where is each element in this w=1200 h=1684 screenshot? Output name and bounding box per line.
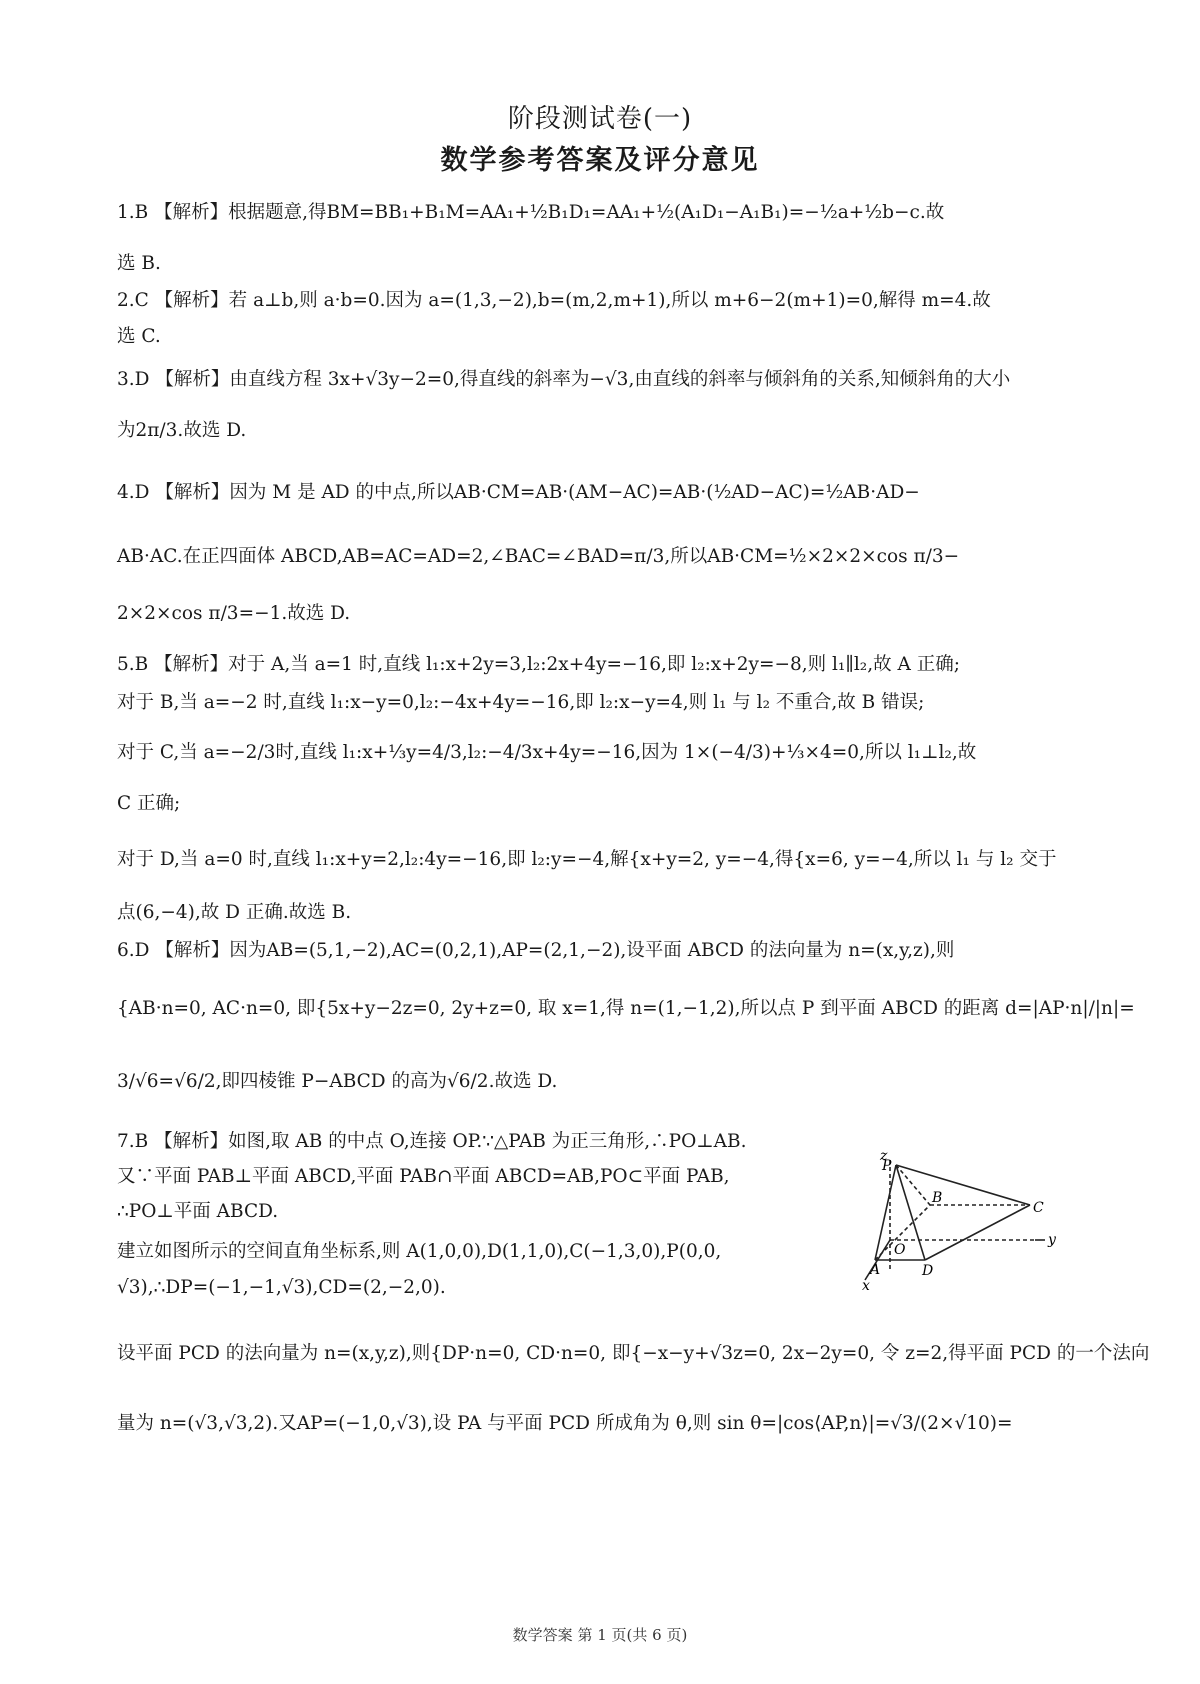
- figure-label: D: [922, 1263, 934, 1279]
- pyramid-figure: [862, 1148, 1120, 1335]
- answer-line: 对于 D,当 a=0 时,直线 l₁:x+y=2,l₂:4y=−16,即 l₂:y=−4,解{x+y=2, y=−4,得{x=6, y=−4,所以 l₁ 与 l₂ 交于: [117, 849, 1057, 870]
- answer-line: 对于 C,当 a=−2/3时,直线 l₁:x+⅓y=4/3,l₂:−4/3x+4y=−16,因为 1×(−4/3)+⅓×4=0,所以 l₁⊥l₂,故: [117, 742, 977, 763]
- page-title: 阶段测试卷(一): [507, 104, 693, 134]
- answer-line: 设平面 PCD 的法向量为 n=(x,y,z),则{DP·n=0, CD·n=0, 即{−x−y+√3z=0, 2x−2y=0, 令 z=2,得平面 PCD 的一个法向: [117, 1343, 1150, 1364]
- figure-label: P: [882, 1158, 892, 1174]
- figure-label: z: [880, 1148, 888, 1164]
- page-subtitle: 数学参考答案及评分意见: [440, 145, 760, 176]
- answer-line: 1.B 【解析】根据题意,得BM=BB₁+B₁M=AA₁+½B₁D₁=AA₁+½(A₁D₁−A₁B₁)=−½a+½b−c.故: [117, 202, 945, 223]
- answer-line: 选 B.: [117, 253, 161, 274]
- answer-line: AB·AC.在正四面体 ABCD,AB=AC=AD=2,∠BAC=∠BAD=π/3,所以AB·CM=½×2×2×cos π/3−: [117, 546, 960, 567]
- figure-label: y: [1048, 1232, 1056, 1248]
- answer-line: 量为 n=(√3,√3,2).又AP=(−1,0,√3),设 PA 与平面 PCD 所成角为 θ,则 sin θ=|cos⟨AP,n⟩|=√3/(2×√10)=: [117, 1413, 1013, 1434]
- answer-line: 4.D 【解析】因为 M 是 AD 的中点,所以AB·CM=AB·(AM−AC)=AB·(½AD−AC)=½AB·AD−: [117, 482, 920, 503]
- answer-line: √3),∴DP=(−1,−1,√3),CD=(2,−2,0).: [117, 1277, 446, 1298]
- answer-line: 又∵平面 PAB⊥平面 ABCD,平面 PAB∩平面 ABCD=AB,PO⊂平面 PAB,: [117, 1166, 730, 1187]
- figure-label: B: [932, 1190, 943, 1206]
- answer-line: 3/√6=√6/2,即四棱锥 P−ABCD 的高为√6/2.故选 D.: [117, 1071, 558, 1092]
- answer-line: 5.B 【解析】对于 A,当 a=1 时,直线 l₁:x+2y=3,l₂:2x+4y=−16,即 l₂:x+2y=−8,则 l₁∥l₂,故 A 正确;: [117, 654, 960, 675]
- answer-line: 6.D 【解析】因为AB=(5,1,−2),AC=(0,2,1),AP=(2,1,−2),设平面 ABCD 的法向量为 n=(x,y,z),则: [117, 940, 955, 961]
- answer-line: 2.C 【解析】若 a⊥b,则 a·b=0.因为 a=(1,3,−2),b=(m,2,m+1),所以 m+6−2(m+1)=0,解得 m=4.故: [117, 290, 991, 311]
- page-footer: 数学答案 第 1 页(共 6 页): [512, 1626, 688, 1644]
- answer-line: 为2π/3.故选 D.: [117, 420, 247, 441]
- figure-label: x: [862, 1278, 870, 1294]
- figure-label: O: [894, 1242, 906, 1258]
- answer-line: 点(6,−4),故 D 正确.故选 B.: [117, 902, 352, 923]
- answer-line: {AB·n=0, AC·n=0, 即{5x+y−2z=0, 2y+z=0, 取 x=1,得 n=(1,−1,2),所以点 P 到平面 ABCD 的距离 d=|AP·n|/|n|=: [117, 998, 1135, 1019]
- answer-line: 2×2×cos π/3=−1.故选 D.: [117, 603, 351, 624]
- answer-line: ∴PO⊥平面 ABCD.: [117, 1201, 279, 1222]
- figure-label: A: [870, 1262, 881, 1278]
- answer-line: C 正确;: [117, 793, 181, 814]
- answer-line: 建立如图所示的空间直角坐标系,则 A(1,0,0),D(1,1,0),C(−1,3,0),P(0,0,: [117, 1241, 722, 1262]
- answer-line: 选 C.: [117, 326, 161, 347]
- answer-line: 7.B 【解析】如图,取 AB 的中点 O,连接 OP.∵△PAB 为正三角形,∴PO⊥AB.: [117, 1131, 747, 1152]
- figure-label: C: [1033, 1200, 1044, 1216]
- answer-line: 3.D 【解析】由直线方程 3x+√3y−2=0,得直线的斜率为−√3,由直线的斜率与倾斜角的关系,知倾斜角的大小: [117, 369, 1011, 390]
- answer-line: 对于 B,当 a=−2 时,直线 l₁:x−y=0,l₂:−4x+4y=−16,即 l₂:x−y=4,则 l₁ 与 l₂ 不重合,故 B 错误;: [117, 692, 925, 713]
